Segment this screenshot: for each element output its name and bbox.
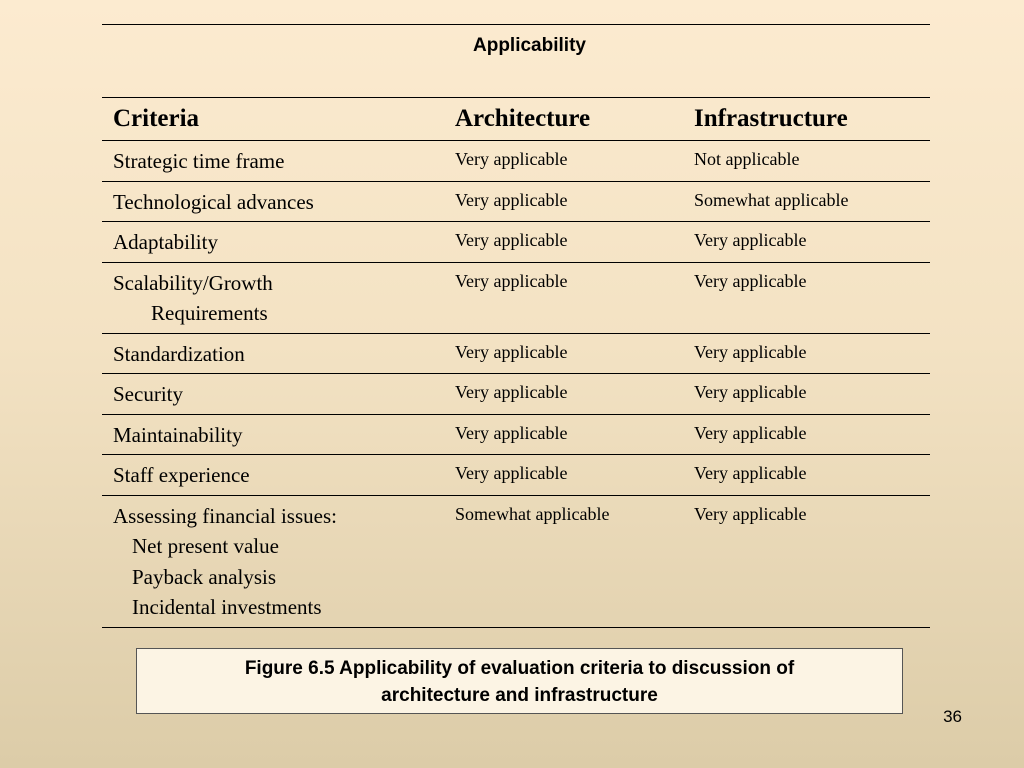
criteria-line: Payback analysis <box>132 564 277 589</box>
criteria-cell <box>102 414 444 455</box>
table-row <box>102 374 930 415</box>
criteria-line: Security <box>113 382 183 406</box>
architecture-cell: Very applicable <box>444 222 683 263</box>
infrastructure-cell: Very applicable <box>683 374 930 415</box>
caption-line-2: architecture and infrastructure <box>381 685 658 706</box>
table-row <box>102 181 930 222</box>
criteria-line: Staff experience <box>113 463 250 487</box>
criteria-cell <box>102 181 444 222</box>
table-row <box>102 141 930 182</box>
table-row <box>102 262 930 333</box>
criteria-line: Net present value <box>132 534 279 558</box>
architecture-cell: Very applicable <box>444 374 683 415</box>
criteria-line: Adaptability <box>113 230 218 254</box>
criteria-cell <box>102 455 444 496</box>
criteria-line: Technological advances <box>113 189 314 214</box>
criteria-cell <box>102 374 444 415</box>
criteria-line: Incidental investments <box>132 595 322 619</box>
table-row <box>102 333 930 374</box>
architecture-cell: Very applicable <box>444 262 683 333</box>
applicability-table-container <box>102 24 930 628</box>
infrastructure-cell: Very applicable <box>683 222 930 263</box>
criteria-line: Requirements <box>151 301 268 325</box>
infrastructure-cell: Very applicable <box>683 262 930 333</box>
applicability-table <box>102 24 930 628</box>
criteria-line: Standardization <box>113 341 245 366</box>
criteria-line: Scalability/Growth <box>113 270 273 295</box>
header-criteria: Criteria <box>102 98 444 141</box>
infrastructure-cell: Very applicable <box>683 495 930 627</box>
architecture-cell: Very applicable <box>444 141 683 182</box>
criteria-line: Strategic time frame <box>113 149 285 173</box>
table-row <box>102 414 930 455</box>
criteria-cell <box>102 222 444 263</box>
criteria-line: Assessing financial issues: <box>113 503 337 528</box>
super-header-row <box>102 25 930 98</box>
header-architecture: Architecture <box>444 98 683 141</box>
infrastructure-cell: Very applicable <box>683 333 930 374</box>
infrastructure-cell: Very applicable <box>683 414 930 455</box>
infrastructure-cell: Somewhat applicable <box>683 181 930 222</box>
page-number: 36 <box>943 707 962 726</box>
infrastructure-cell: Very applicable <box>683 455 930 496</box>
criteria-line: Maintainability <box>113 422 243 447</box>
table-row <box>102 222 930 263</box>
architecture-cell: Somewhat applicable <box>444 495 683 627</box>
table-row <box>102 455 930 496</box>
applicability-header: Applicability <box>444 25 930 98</box>
architecture-cell: Very applicable <box>444 181 683 222</box>
criteria-cell <box>102 333 444 374</box>
criteria-cell <box>102 495 444 627</box>
figure-caption <box>136 648 903 714</box>
caption-line-1: Figure 6.5 Applicability of evaluation criteria to discussion of <box>244 658 795 679</box>
table-row <box>102 495 930 627</box>
header-infrastructure: Infrastructure <box>683 98 930 141</box>
architecture-cell: Very applicable <box>444 333 683 374</box>
architecture-cell: Very applicable <box>444 455 683 496</box>
infrastructure-cell: Not applicable <box>683 141 930 182</box>
architecture-cell: Very applicable <box>444 414 683 455</box>
criteria-cell <box>102 262 444 333</box>
criteria-cell <box>102 141 444 182</box>
column-header-row <box>102 98 930 141</box>
